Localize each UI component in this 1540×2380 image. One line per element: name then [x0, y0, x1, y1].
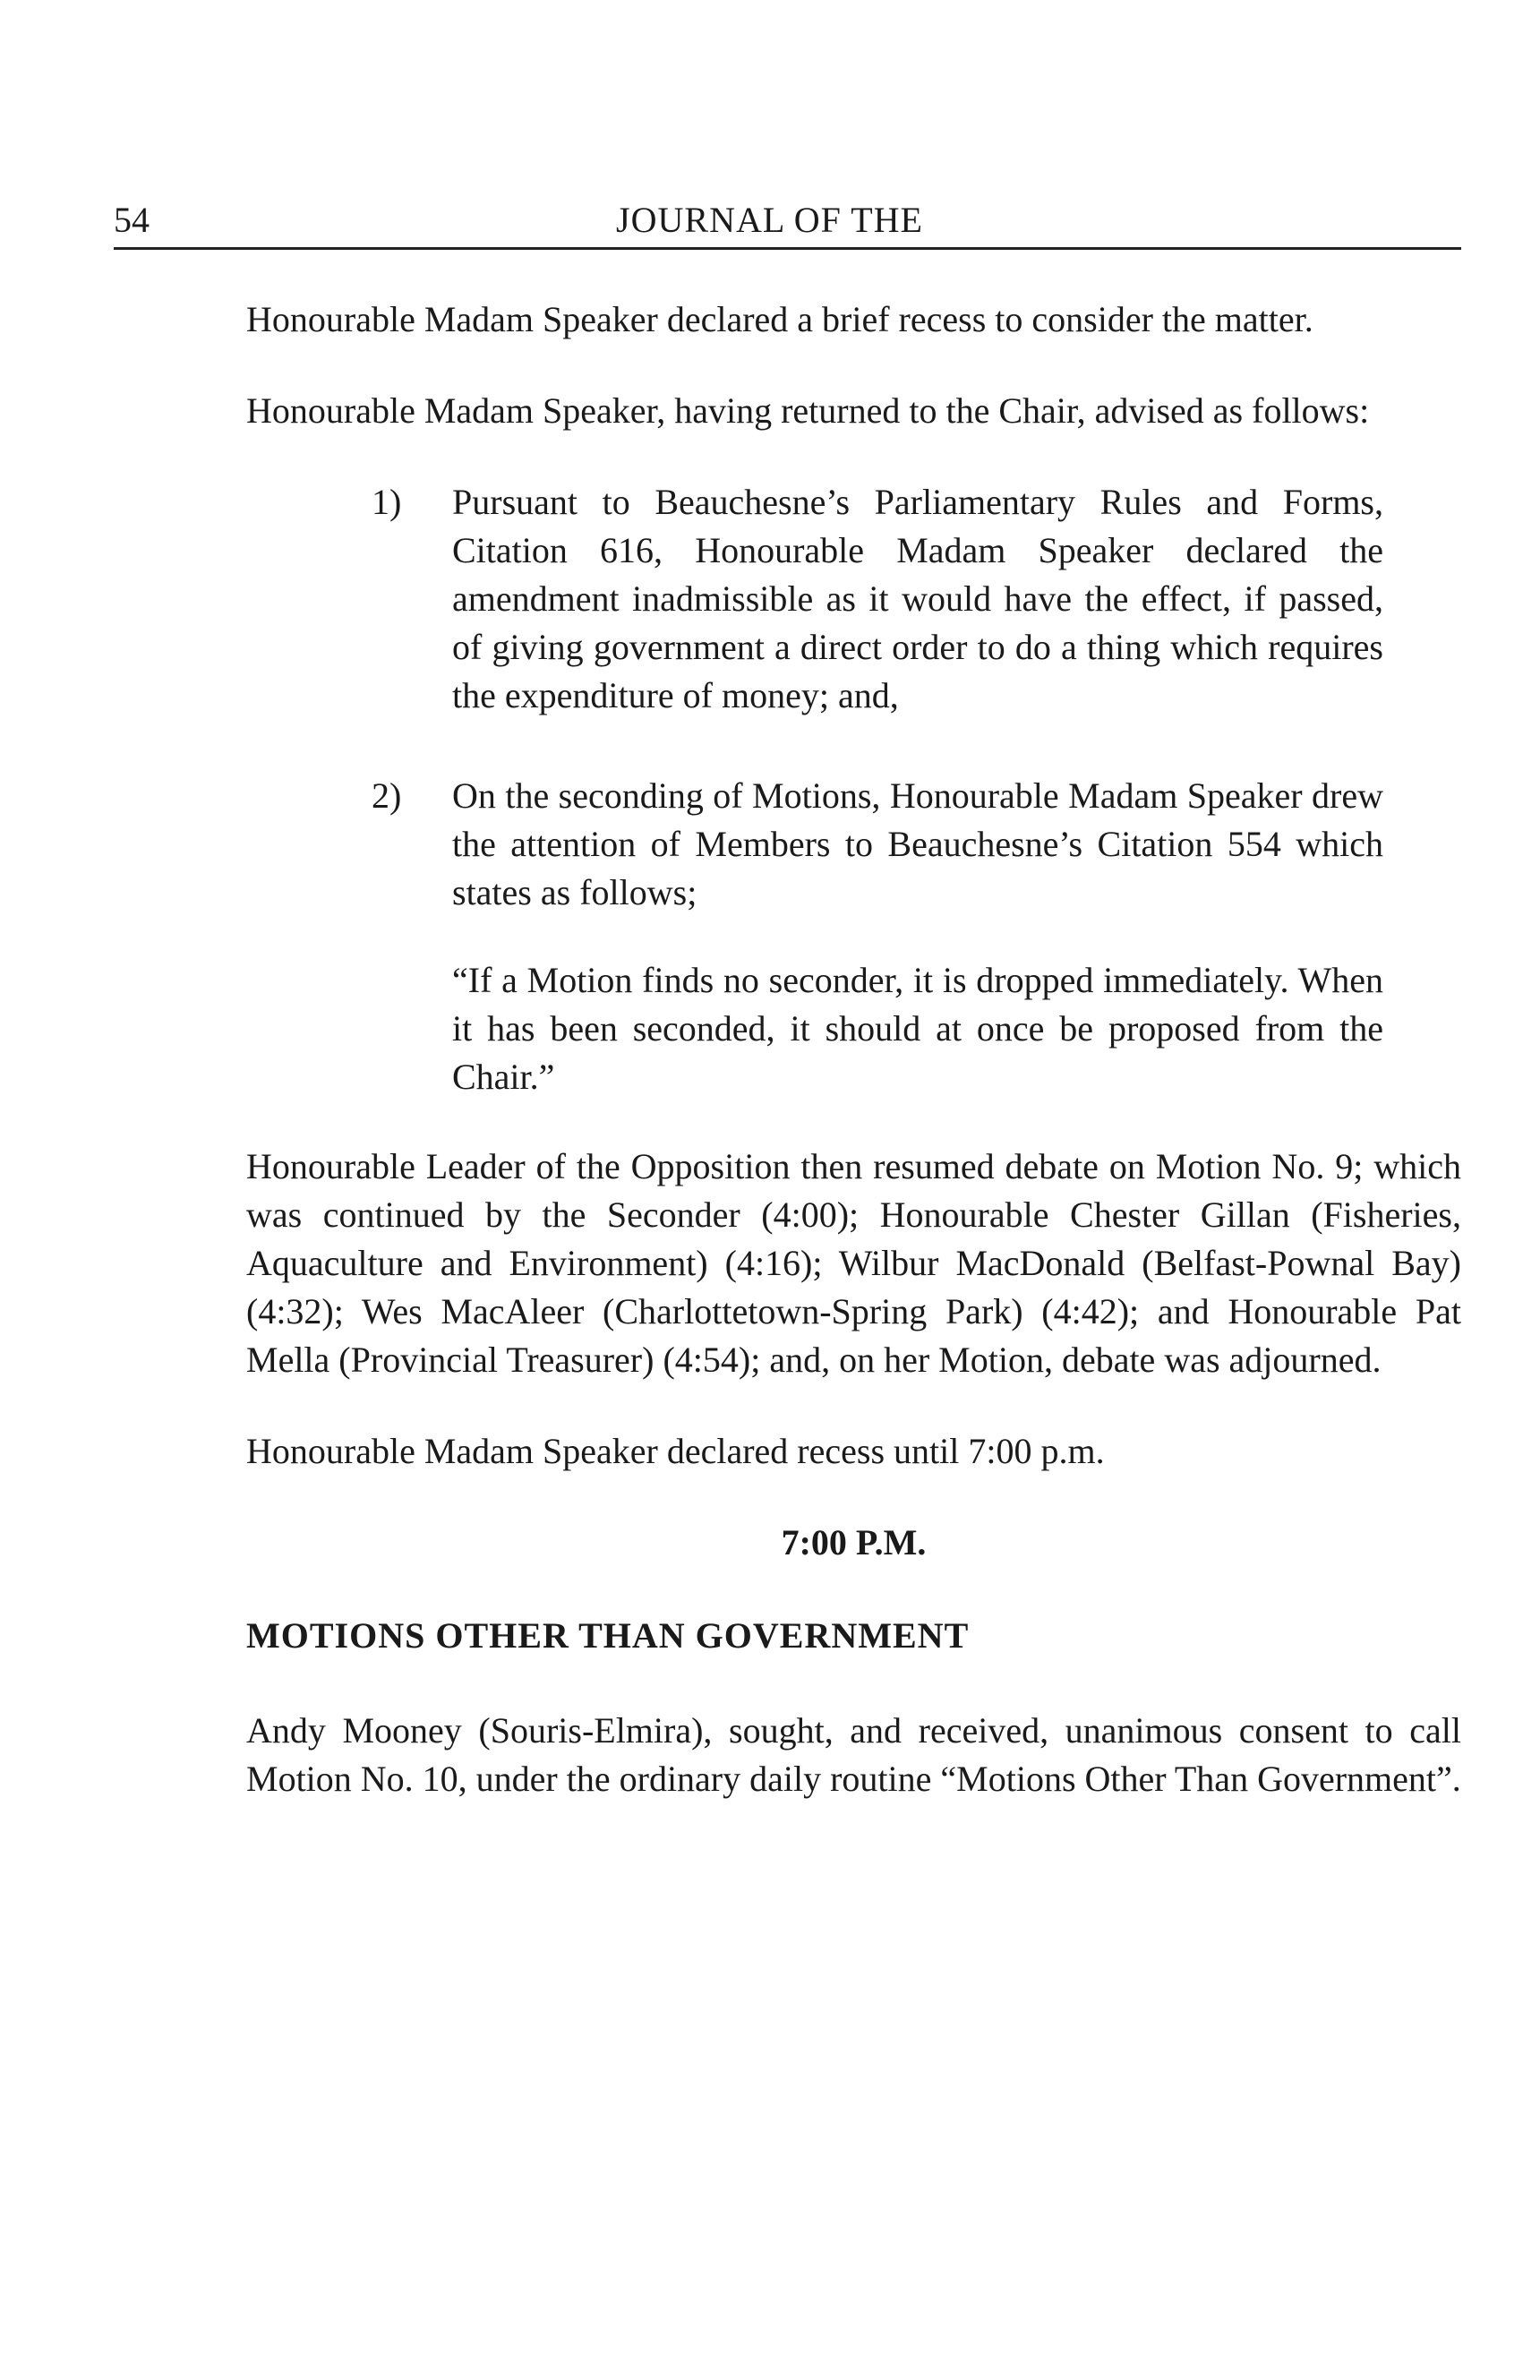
- list-item-text: On the seconding of Motions, Honourable Madam Speaker drew the attention of Members to Beauchesne’s Citation 554 which states as follows;: [452, 775, 1383, 912]
- list-item-number: 1): [372, 482, 402, 522]
- list-item-number: 2): [372, 775, 402, 816]
- list-item-text: Pursuant to Beauchesne’s Parliamentary Rules and Forms, Citation 616, Honourable Madam Speaker declared the amendment inadmissible as it would have the effect, if passed, of giving government a direct order to do a thing which requires the expenditure of money; and,: [452, 482, 1383, 715]
- header-rule: [114, 247, 1461, 250]
- paragraph-debate: Honourable Leader of the Opposition then resumed debate on Motion No. 9; which was continued by the Seconder (4:00); Honourable Chester Gillan (Fisheries, Aquaculture and Environment) (4:16); Wilbur MacDonald (Belfast-Pownal Bay) (4:32); Wes MacAleer (Charlottetown-Spring Park) (4:42); and Honourable Pat Mella (Provincial Treasurer) (4:54); and, on her Motion, debate was adjourned.: [246, 1146, 1461, 1380]
- paragraph-motion-consent: Andy Mooney (Souris-Elmira), sought, and received, unanimous consent to call Motion No. 10, under the ordinary daily routine “Motions Other Than Government”.: [246, 1710, 1461, 1799]
- page-number: 54: [114, 200, 150, 240]
- paragraph-recess-until: Honourable Madam Speaker declared recess until 7:00 p.m.: [246, 1431, 1105, 1471]
- page-body: [246, 295, 1461, 1846]
- citation-quote: “If a Motion finds no seconder, it is dropped immediately. When it has been seconded, it should at once be proposed from the Chair.”: [452, 960, 1383, 1097]
- paragraph-recess: Honourable Madam Speaker declared a brief recess to consider the matter.: [246, 299, 1313, 339]
- section-heading: MOTIONS OTHER THAN GOVERNMENT: [246, 1615, 970, 1656]
- running-head: JOURNAL OF THE: [616, 200, 923, 240]
- paragraph-speaker-advice: Honourable Madam Speaker, having returned to the Chair, advised as follows:: [246, 390, 1370, 431]
- list-item: [246, 478, 1383, 720]
- ruling-list: [246, 478, 1461, 917]
- page-header: [114, 195, 1461, 245]
- list-item: [246, 772, 1383, 917]
- time-heading: 7:00 P.M.: [781, 1522, 927, 1562]
